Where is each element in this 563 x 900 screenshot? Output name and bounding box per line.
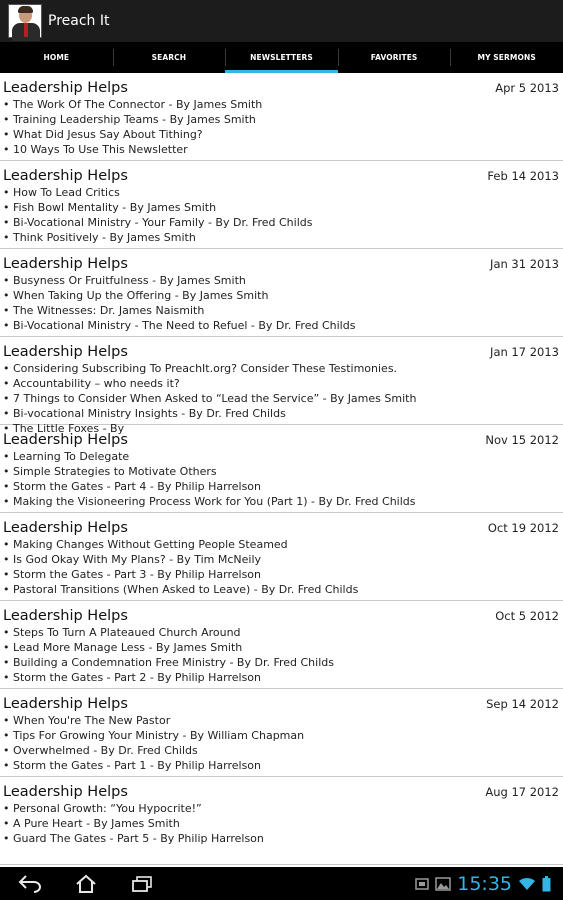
back-icon[interactable]	[10, 867, 50, 900]
newsletter-article-line: • Steps To Turn A Plateaued Church Around	[3, 626, 241, 639]
tab-search[interactable]: SEARCH	[113, 42, 226, 73]
recents-icon[interactable]	[122, 867, 162, 900]
newsletter-article-line: • What Did Jesus Say About Tithing?	[3, 128, 203, 141]
newsletter-title: Leadership Helps	[3, 344, 128, 360]
newsletter-article-line: • Training Leadership Teams - By James Smith	[3, 113, 256, 126]
status-clock: 15:35	[457, 872, 512, 895]
newsletter-article-line: • Storm the Gates - Part 4 - By Philip Harrelson	[3, 480, 261, 493]
tab-my-sermons[interactable]: MY SERMONS	[450, 42, 563, 73]
tab-favorites[interactable]: FAVORITES	[338, 42, 451, 73]
newsletter-date: Oct 5 2012	[495, 609, 559, 623]
newsletter-article-line: • Overwhelmed - By Dr. Fred Childs	[3, 744, 198, 757]
newsletter-date: Oct 19 2012	[487, 521, 559, 535]
newsletter-article-line: • A Pure Heart - By James Smith	[3, 817, 180, 830]
newsletter-title: Leadership Helps	[3, 80, 128, 96]
newsletter-title: Leadership Helps	[3, 256, 128, 272]
newsletter-item[interactable]	[0, 777, 563, 865]
tab-bar	[0, 42, 563, 73]
wifi-icon	[518, 877, 536, 891]
battery-icon	[542, 876, 551, 892]
newsletter-item[interactable]	[0, 425, 563, 513]
newsletter-article-line: • Busyness Or Fruitfulness - By James Smith	[3, 274, 246, 287]
newsletter-title: Leadership Helps	[3, 432, 128, 448]
newsletter-article-line: • How To Lead Critics	[3, 186, 120, 199]
newsletter-article-line: • Guard The Gates - Part 5 - By Philip Harrelson	[3, 832, 264, 845]
status-area[interactable]	[415, 873, 563, 895]
newsletter-article-line: • Tips For Growing Your Ministry - By William Chapman	[3, 729, 305, 742]
newsletter-item[interactable]	[0, 689, 563, 777]
newsletter-list[interactable]	[0, 73, 563, 867]
newsletter-date: Nov 15 2012	[485, 433, 559, 447]
newsletter-date: Jan 31 2013	[490, 257, 559, 271]
app-logo-icon[interactable]	[8, 4, 42, 38]
tab-newsletters[interactable]: NEWSLETTERS	[225, 42, 338, 73]
newsletter-title: Leadership Helps	[3, 784, 128, 800]
newsletter-date: Sep 14 2012	[486, 697, 559, 711]
newsletter-date: Feb 14 2013	[487, 169, 559, 183]
newsletter-title: Leadership Helps	[3, 520, 128, 536]
newsletter-date: Aug 17 2012	[485, 785, 559, 799]
newsletter-article-line: • Making the Visioneering Process Work for You (Part 1) - By Dr. Fred Childs	[3, 495, 416, 508]
newsletter-article-line: • The Witnesses: Dr. James Naismith	[3, 304, 205, 317]
newsletter-date: Apr 5 2013	[495, 81, 559, 95]
newsletter-article-line: • Pastoral Transitions (When Asked to Leave) - By Dr. Fred Childs	[3, 583, 359, 596]
newsletter-title: Leadership Helps	[3, 608, 128, 624]
newsletter-item[interactable]	[0, 249, 563, 337]
newsletter-article-line: • 7 Things to Consider When Asked to “Lead the Service” - By James Smith	[3, 392, 417, 405]
newsletter-item[interactable]	[0, 337, 563, 435]
newsletter-item[interactable]	[0, 601, 563, 689]
newsletter-article-line: • The Little Foxes - By	[3, 422, 125, 435]
app-title: Preach It	[48, 13, 110, 29]
newsletter-article-line: • Storm the Gates - Part 3 - By Philip Harrelson	[3, 568, 261, 581]
newsletter-article-line: • Think Positively - By James Smith	[3, 231, 196, 244]
newsletter-article-line: • Bi-Vocational Ministry - The Need to Refuel - By Dr. Fred Childs	[3, 319, 356, 332]
newsletter-item[interactable]	[0, 73, 563, 161]
newsletter-article-line: • Considering Subscribing To PreachIt.org? Consider These Testimonies.	[3, 362, 398, 375]
action-bar	[0, 0, 563, 42]
newsletter-article-line: • Accountability – who needs it?	[3, 377, 180, 390]
home-icon[interactable]	[66, 867, 106, 900]
newsletter-article-line: • 10 Ways To Use This Newsletter	[3, 143, 188, 156]
image-notification-icon	[435, 877, 451, 891]
newsletter-article-line: • When You're The New Pastor	[3, 714, 171, 727]
newsletter-article-line: • Building a Condemnation Free Ministry - By Dr. Fred Childs	[3, 656, 334, 669]
newsletter-article-line: • Bi-Vocational Ministry - Your Family - By Dr. Fred Childs	[3, 216, 313, 229]
newsletter-article-line: • Lead More Manage Less - By James Smith	[3, 641, 243, 654]
newsletter-item[interactable]	[0, 161, 563, 249]
newsletter-title: Leadership Helps	[3, 168, 128, 184]
tab-home[interactable]: HOME	[43, 53, 70, 62]
newsletter-article-line: • Fish Bowl Mentality - By James Smith	[3, 201, 217, 214]
newsletter-date: Jan 17 2013	[490, 345, 559, 359]
notification-icon	[415, 877, 429, 891]
newsletter-title: Leadership Helps	[3, 696, 128, 712]
newsletter-article-line: • Learning To Delegate	[3, 450, 130, 463]
newsletter-article-line: • The Work Of The Connector - By James Smith	[3, 98, 263, 111]
newsletter-item[interactable]	[0, 513, 563, 601]
newsletter-article-line: • Simple Strategies to Motivate Others	[3, 465, 217, 478]
newsletter-article-line: • Is God Okay With My Plans? - By Tim McNeily	[3, 553, 262, 566]
newsletter-article-line: • Bi-vocational Ministry Insights - By Dr. Fred Childs	[3, 407, 286, 420]
newsletter-article-line: • Making Changes Without Getting People Steamed	[3, 538, 288, 551]
system-nav-bar	[0, 867, 563, 900]
newsletter-article-line: • When Taking Up the Offering - By James Smith	[3, 289, 269, 302]
newsletter-article-line: • Storm the Gates - Part 2 - By Philip Harrelson	[3, 671, 261, 684]
newsletter-article-line: • Storm the Gates - Part 1 - By Philip Harrelson	[3, 759, 261, 772]
newsletter-article-line: • Personal Growth: “You Hypocrite!”	[3, 802, 202, 815]
